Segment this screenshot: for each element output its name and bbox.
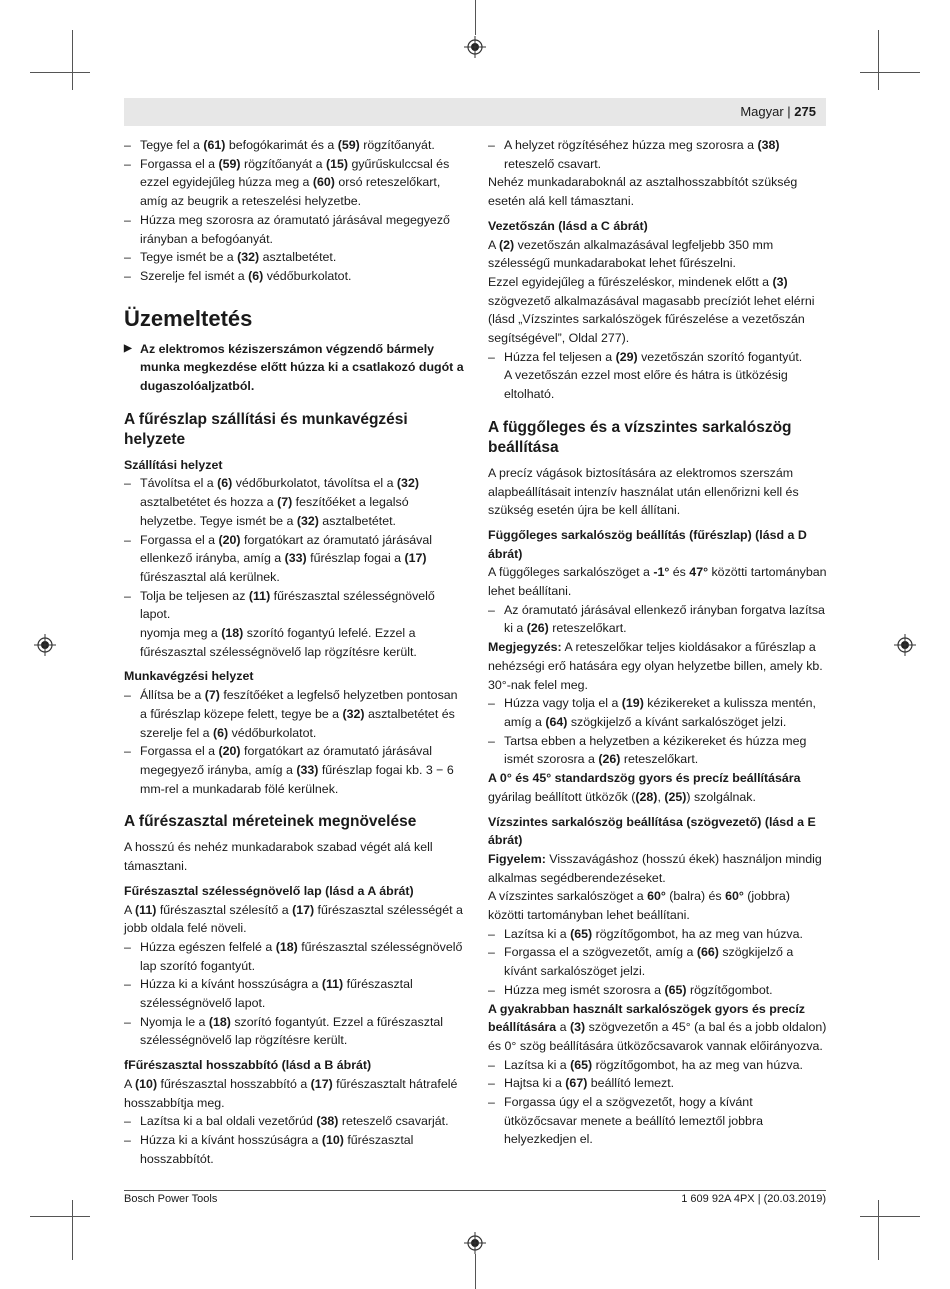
subheading: Függőleges sarkalószög beállítás (fűrészlap) (lásd a D ábrát) (488, 527, 807, 561)
page-header (124, 98, 826, 126)
list-item: – Szerelje fel ismét a (6) védőburkolatot. (124, 267, 464, 286)
list-item: – Lazítsa ki a (65) rögzítőgombot, ha az meg van húzva. (488, 925, 828, 944)
subheading: fFűrészasztal hosszabbító (lásd a B ábrát) (124, 1058, 372, 1073)
subheading: Fűrészasztal szélességnövelő lap (lásd a A ábrát) (124, 883, 414, 898)
paragraph: A 0° és 45° standardszög gyors és precíz beállítására gyárilag beállított ütközők ((28), (25)) szolgálnak. (488, 771, 801, 804)
page-footer (124, 1190, 826, 1205)
list-item: – Húzza fel teljesen a (29) vezetőszán szorító fogantyút. (488, 348, 828, 367)
subheading: Vízszintes sarkalószög beállítása (szögvezető) (lásd a E ábrát) (488, 814, 816, 848)
paragraph: A (11) fűrészasztal szélesítő a (17) fűrészasztal szélességét a jobb oldala felé növeli. (124, 902, 463, 936)
header-language: Magyar (740, 104, 784, 119)
section-heading: A fűrészlap szállítási és munkavégzési helyzete (124, 410, 408, 448)
list-item: – Forgassa el a (20) forgatókart az óramutató járásával megegyező irányba, amíg a (33) fűrészlap fogai kb. 3 − 6 mm-rel a munkadarab fölé kerülnek. (124, 742, 464, 798)
paragraph: A precíz vágások biztosítására az elektromos szerszám alapbeállításait intenzív használat után ellenőrizni kell és szükség esetén újra be kell állítani. (488, 465, 799, 518)
footer-doc-id: 1 609 92A 4PX | (20.03.2019) (681, 1193, 826, 1205)
list-item: – Húzza vagy tolja el a (19) kézikereket a kulissza mentén, amíg a (64) szögkijelző a kívánt sarkalószöget jelzi. (488, 694, 828, 731)
warning-note: ▶ Az elektromos kéziszerszámon végzendő bármely munka megkezdése előtt húzza ki a csatlakozó dugót a dugaszolóaljzatból. (124, 340, 464, 396)
section-heading: A függőleges és a vízszintes sarkalószög beállítása (488, 418, 792, 456)
list-item: – Nyomja le a (18) szorító fogantyút. Ezzel a fűrészasztal szélességnövelő lap rögzítésre került. (124, 1013, 464, 1050)
list-item: – Tegye fel a (61) befogókarimát és a (59) rögzítőanyát. (124, 136, 464, 155)
subheading: Munkavégzési helyzet (124, 669, 254, 684)
list-item: – Tegye ismét be a (32) asztalbetétet. (124, 248, 464, 267)
paragraph: A vízszintes sarkalószöget a 60° (balra) és 60° (jobbra) közötti tartományban lehet beállítani. (488, 889, 790, 923)
registration-mark-icon (464, 1232, 486, 1254)
list-item: – Tartsa ebben a helyzetben a kézikereket és húzza meg ismét szorosra a (26) reteszelőkart. (488, 732, 828, 769)
list-item: – Húzza ki a kívánt hosszúságra a (11) fűrészasztal szélességnövelő lapot. (124, 975, 464, 1012)
list-item: – Távolítsa el a (6) védőburkolatot, távolítsa el a (32) asztalbetétet és hozza a (7) feszítőéket a legalsó helyzetbe. Tegye ismét be a (32) asztalbetétet. (124, 474, 464, 530)
left-column (124, 136, 464, 1168)
list-item: – Lazítsa ki a bal oldali vezetőrúd (38) reteszelő csavarját. (124, 1112, 464, 1131)
crop-mark (878, 30, 879, 90)
list-item: – Húzza meg szorosra az óramutató járásával megegyező irányban a befogóanyát. (124, 211, 464, 248)
registration-mark-icon (34, 634, 56, 656)
crop-mark (860, 72, 920, 73)
registration-mark-icon (464, 36, 486, 58)
list-item: – Forgassa úgy el a szögvezetőt, hogy a kívánt ütközőcsavar menete a beállító lemeztől jobbra helyezkedjen el. (488, 1093, 828, 1149)
page-number: 275 (794, 104, 816, 119)
subheading: Vezetőszán (lásd a C ábrát) (488, 218, 648, 233)
subheading: Szállítási helyzet (124, 457, 223, 472)
list-item: – Húzza ki a kívánt hosszúságra a (10) fűrészasztal hosszabbítót. (124, 1131, 464, 1168)
paragraph: Nehéz munkadaraboknál az asztalhosszabbítót szükség esetén alá kell támasztani. (488, 175, 798, 209)
paragraph: Figyelem: Visszavágáshoz (hosszú ékek) használjon mindig alkalmas segédberendezéseket. (488, 851, 822, 885)
list-item: – Forgassa el a (20) forgatókart az óramutató járásával ellenkező irányba, amíg a (33) fűrészlap fogai a (17) fűrészasztal alá kerülnek. (124, 531, 464, 587)
list-item: – Az óramutató járásával ellenkező irányban forgatva lazítsa ki a (26) reteszelőkart. (488, 601, 828, 638)
paragraph: Megjegyzés: A reteszelőkar teljes kioldásakor a fűrészlap a nehézségi erő hatására egy olyan helyzetbe billen, amely kb. 30°-nak felel meg. (488, 640, 823, 692)
paragraph: A hosszú és nehéz munkadarabok szabad végét alá kell támasztani. (124, 840, 433, 874)
list-item: – Állítsa be a (7) feszítőéket a legfelső helyzetben pontosan a fűrészlap közepe felett, tegye be a (32) asztalbetétet és szerelje fel a (6) védőburkolatot. (124, 686, 464, 742)
crop-mark (30, 1216, 90, 1217)
crop-mark (72, 30, 73, 90)
header-text: Magyar | 275 (740, 104, 816, 119)
crop-mark (72, 1200, 73, 1260)
list-item-continuation: nyomja meg a (18) szorító fogantyú lefelé. Ezzel a fűrészasztal szélességnövelő lap rögzítésre került. (140, 626, 417, 659)
list-item: – Hajtsa ki a (67) beállító lemezt. (488, 1074, 828, 1093)
list-item-continuation: A vezetőszán ezzel most előre és hátra is ütközésig eltolható. (504, 368, 788, 402)
paragraph: A gyakrabban használt sarkalószögek gyors és precíz beállítására a (3) szögvezetőn a 45° (a bal és a jobb oldalon) és 0° szög beállítására ütközőcsavarok vannak előirányozva. (488, 1001, 827, 1053)
crop-mark (30, 72, 90, 73)
crop-mark (475, 1254, 476, 1289)
list-item: – Tolja be teljesen az (11) fűrészasztal szélességnövelő lapot. (124, 587, 464, 624)
list-item: – A helyzet rögzítéséhez húzza meg szorosra a (38) reteszelő csavart. (488, 136, 828, 173)
list-item: – Húzza meg ismét szorosra a (65) rögzítőgombot. (488, 981, 828, 1000)
crop-mark (475, 0, 476, 35)
section-title: Üzemeltetés (124, 305, 253, 331)
list-item: – Forgassa el a szögvezetőt, amíg a (66) szögkijelző a kívánt sarkalószöget jelzi. (488, 943, 828, 980)
paragraph: Ezzel egyidejűleg a fűrészeléskor, mindenek előtt a (3) szögvezető alkalmazásával magasabb precíziót lehet elérni (lásd „Vízszintes sarkalószögek fűrészelése a vezetőszán segítségével”, Oldal 277). (488, 274, 815, 346)
section-heading: A fűrészasztal méreteinek megnövelése (124, 813, 417, 831)
right-column (488, 136, 828, 1149)
paragraph: A (2) vezetőszán alkalmazásával legfeljebb 350 mm szélességű munkadarabokat lehet fűrészelni. (488, 237, 774, 271)
paragraph: A függőleges sarkalószöget a -1° és 47° közötti tartományban lehet beállítani. (488, 565, 827, 599)
paragraph: A (10) fűrészasztal hosszabbító a (17) fűrészasztalt hátrafelé hosszabbítja meg. (124, 1076, 458, 1110)
registration-mark-icon (894, 634, 916, 656)
list-item: – Húzza egészen felfelé a (18) fűrészasztal szélességnövelő lap szorító fogantyút. (124, 938, 464, 975)
crop-mark (860, 1216, 920, 1217)
list-item: – Lazítsa ki a (65) rögzítőgombot, ha az meg van húzva. (488, 1056, 828, 1075)
list-item: – Forgassa el a (59) rögzítőanyát a (15) gyűrűskulccsal és ezzel egyidejűleg húzza meg a (60) orsó reteszelőkart, amíg az beugrik a reteszelési helyzetbe. (124, 155, 464, 211)
footer-publisher: Bosch Power Tools (124, 1193, 218, 1205)
crop-mark (878, 1200, 879, 1260)
